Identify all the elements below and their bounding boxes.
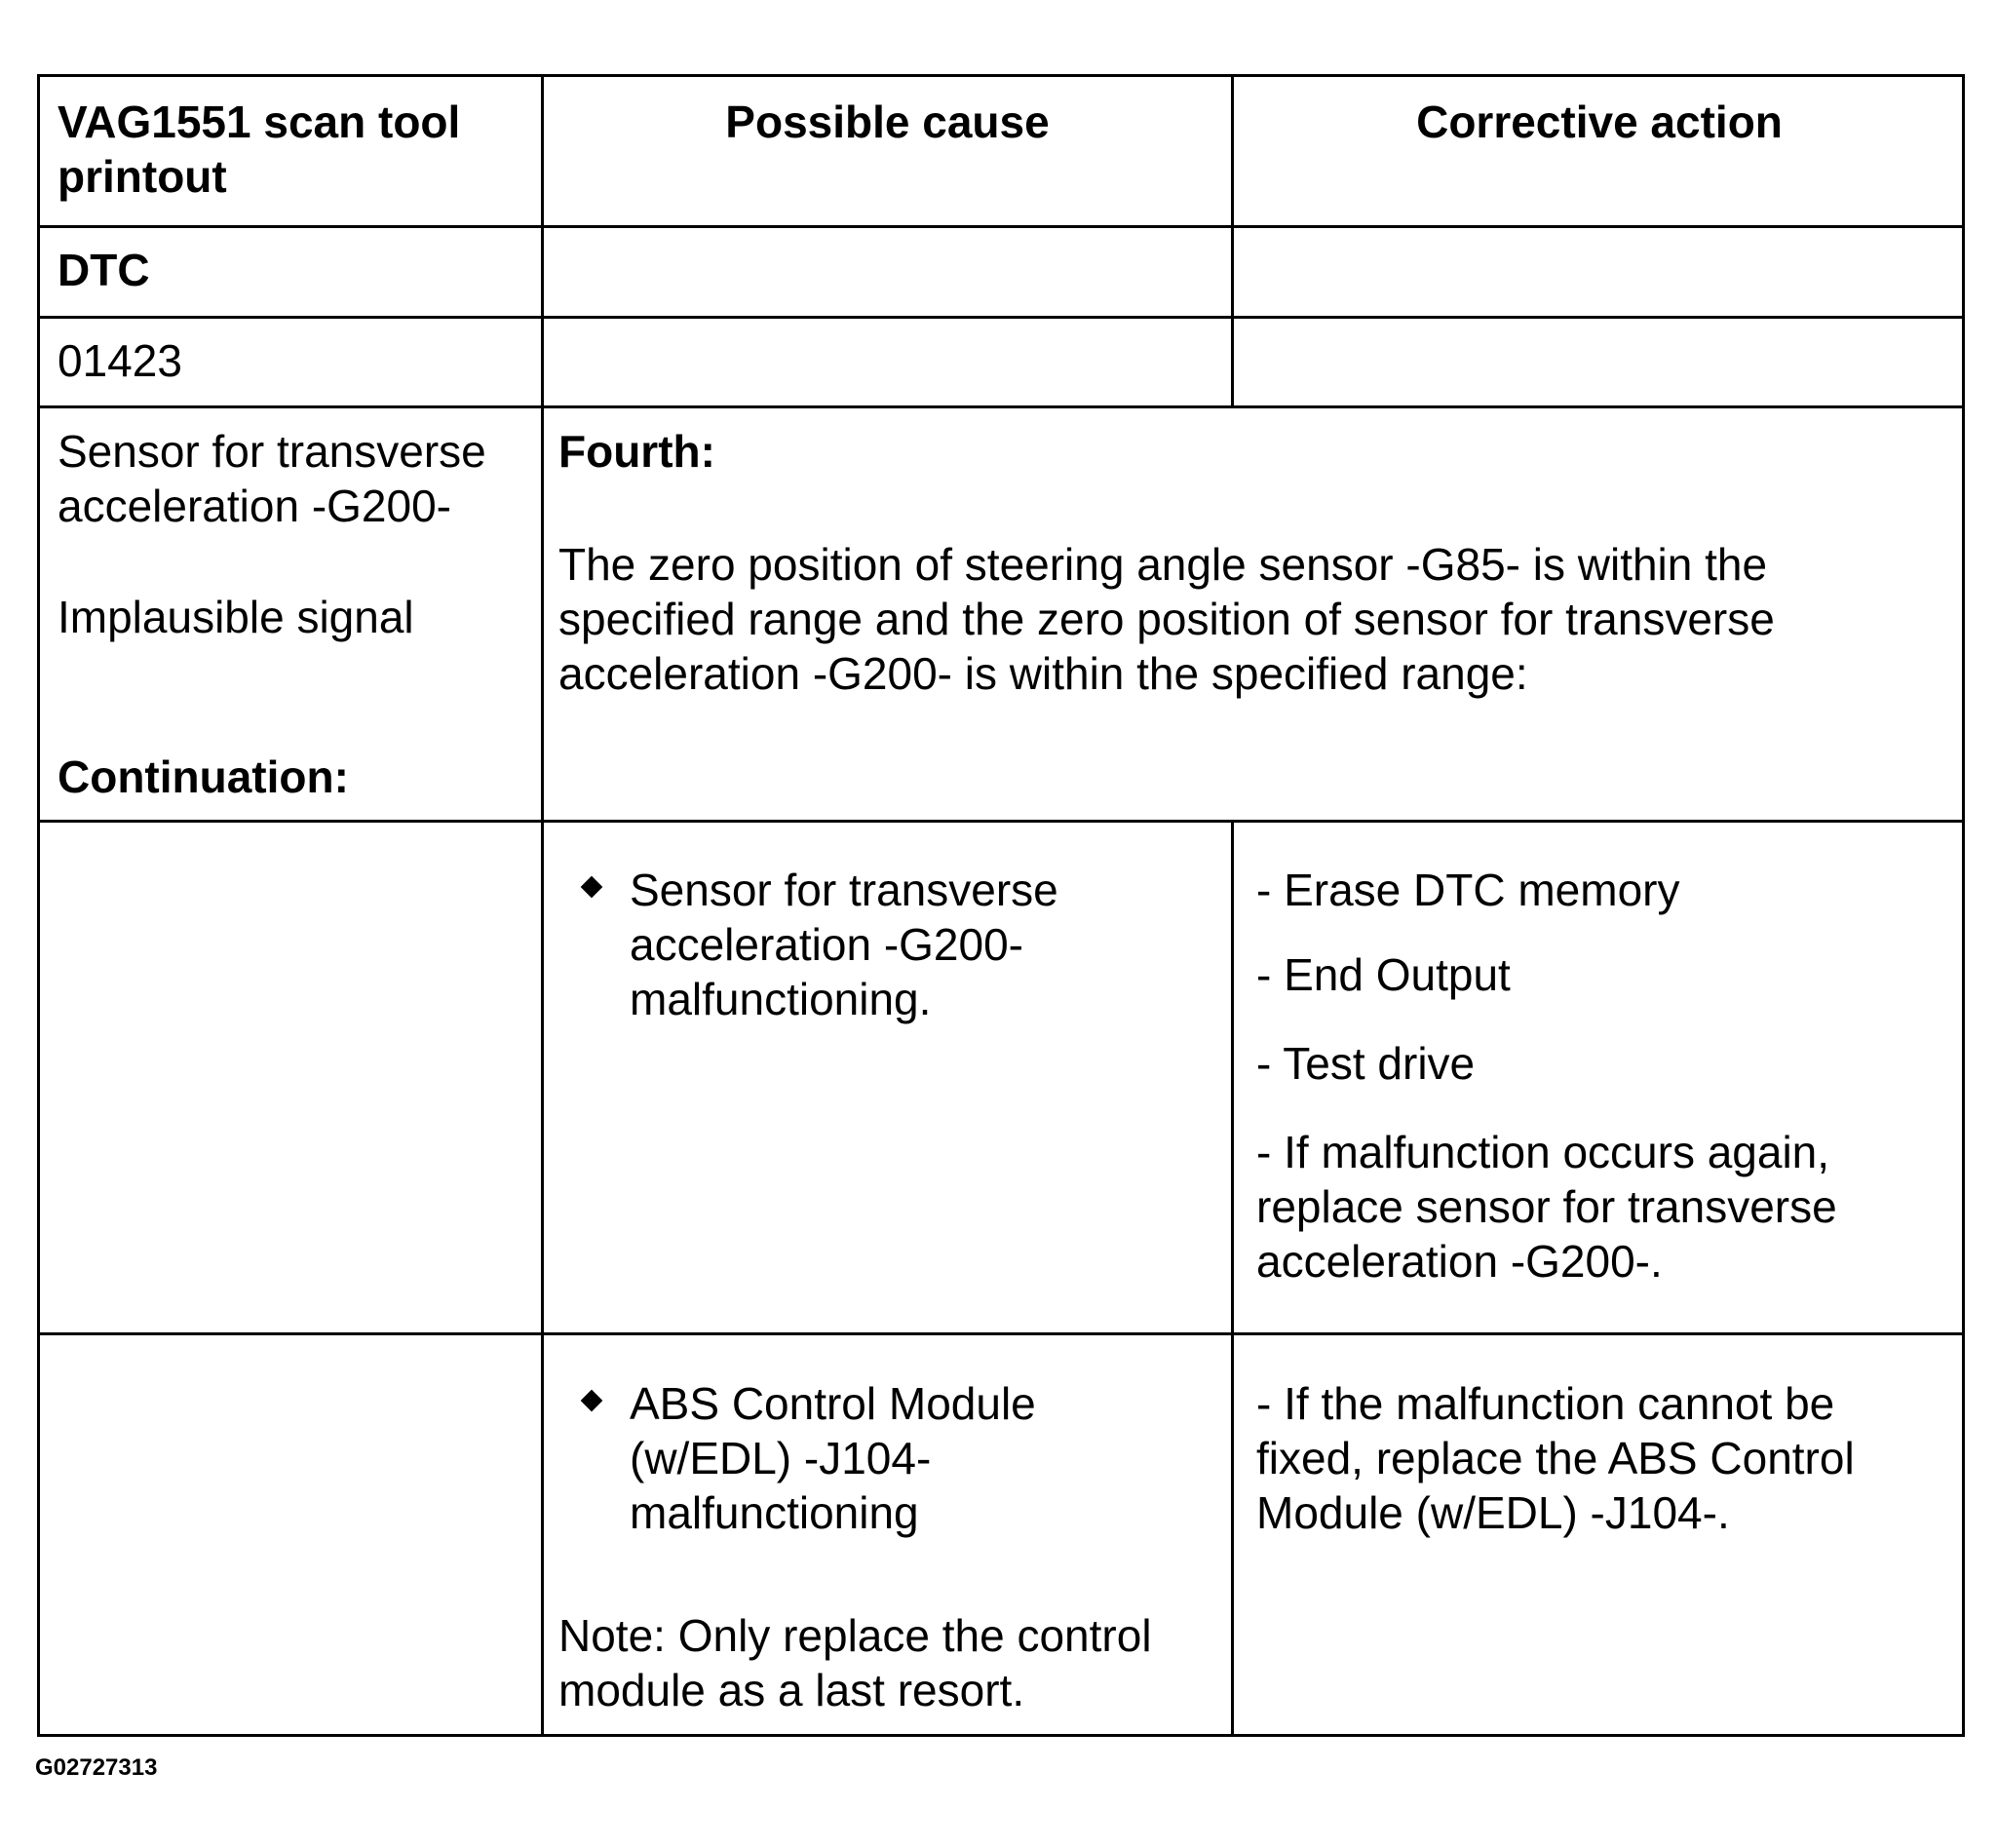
row-divider-dtc xyxy=(40,316,1962,319)
bullet-icon xyxy=(581,876,603,899)
fault-line3: Implausible signal xyxy=(58,592,414,642)
continuation-label: Continuation: xyxy=(58,751,349,802)
row1-action-replace-line3: acceleration -G200-. xyxy=(1256,1236,1663,1287)
row1-action-end-output: - End Output xyxy=(1256,949,1511,1000)
row2-action-line3: Module (w/EDL) -J104-. xyxy=(1256,1487,1730,1538)
row2-cause-line1: ABS Control Module xyxy=(630,1378,1036,1429)
bullet-icon xyxy=(581,1390,603,1412)
row-divider-code xyxy=(40,405,1962,408)
row-divider-fourth xyxy=(40,820,1962,823)
row1-action-replace-line1: - If malfunction occurs again, xyxy=(1256,1127,1830,1177)
row1-action-test-drive: - Test drive xyxy=(1256,1038,1476,1089)
fault-line2: acceleration -G200- xyxy=(58,481,451,531)
col-divider-1 xyxy=(541,77,544,1734)
row-divider-header xyxy=(40,225,1962,228)
dtc-label: DTC xyxy=(58,245,150,295)
fourth-heading: Fourth: xyxy=(558,426,715,477)
dtc-code: 01423 xyxy=(58,335,182,386)
row-divider-row1 xyxy=(40,1332,1962,1335)
row1-action-erase: - Erase DTC memory xyxy=(1256,865,1680,915)
col-divider-2b xyxy=(1231,823,1234,1737)
row2-action-line2: fixed, replace the ABS Control xyxy=(1256,1433,1855,1483)
header-col1-line1: VAG1551 scan tool xyxy=(58,96,461,147)
row1-cause-line3: malfunctioning. xyxy=(630,974,932,1024)
header-col1-line2: printout xyxy=(58,151,227,202)
row1-cause-line1: Sensor for transverse xyxy=(630,865,1058,915)
row2-note-line2: module as a last resort. xyxy=(558,1665,1025,1715)
fault-line1: Sensor for transverse xyxy=(58,426,486,477)
header-possible-cause: Possible cause xyxy=(725,96,1050,147)
fourth-line2: specified range and the zero position of sensor for transverse xyxy=(558,594,1775,644)
fourth-line3: acceleration -G200- is within the specified range: xyxy=(558,648,1528,699)
row2-action-line1: - If the malfunction cannot be xyxy=(1256,1378,1835,1429)
figure-id: G02727313 xyxy=(35,1754,158,1781)
row2-cause-line2: (w/EDL) -J104- xyxy=(630,1433,932,1483)
row2-cause-line3: malfunctioning xyxy=(630,1487,919,1538)
row1-action-replace-line2: replace sensor for transverse xyxy=(1256,1181,1837,1232)
row2-note-line1: Note: Only replace the control xyxy=(558,1610,1152,1661)
header-corrective-action: Corrective action xyxy=(1416,96,1783,147)
diagnostic-table xyxy=(37,74,1965,1737)
row1-cause-line2: acceleration -G200- xyxy=(630,919,1023,970)
fourth-line1: The zero position of steering angle sensor -G85- is within the xyxy=(558,539,1768,590)
